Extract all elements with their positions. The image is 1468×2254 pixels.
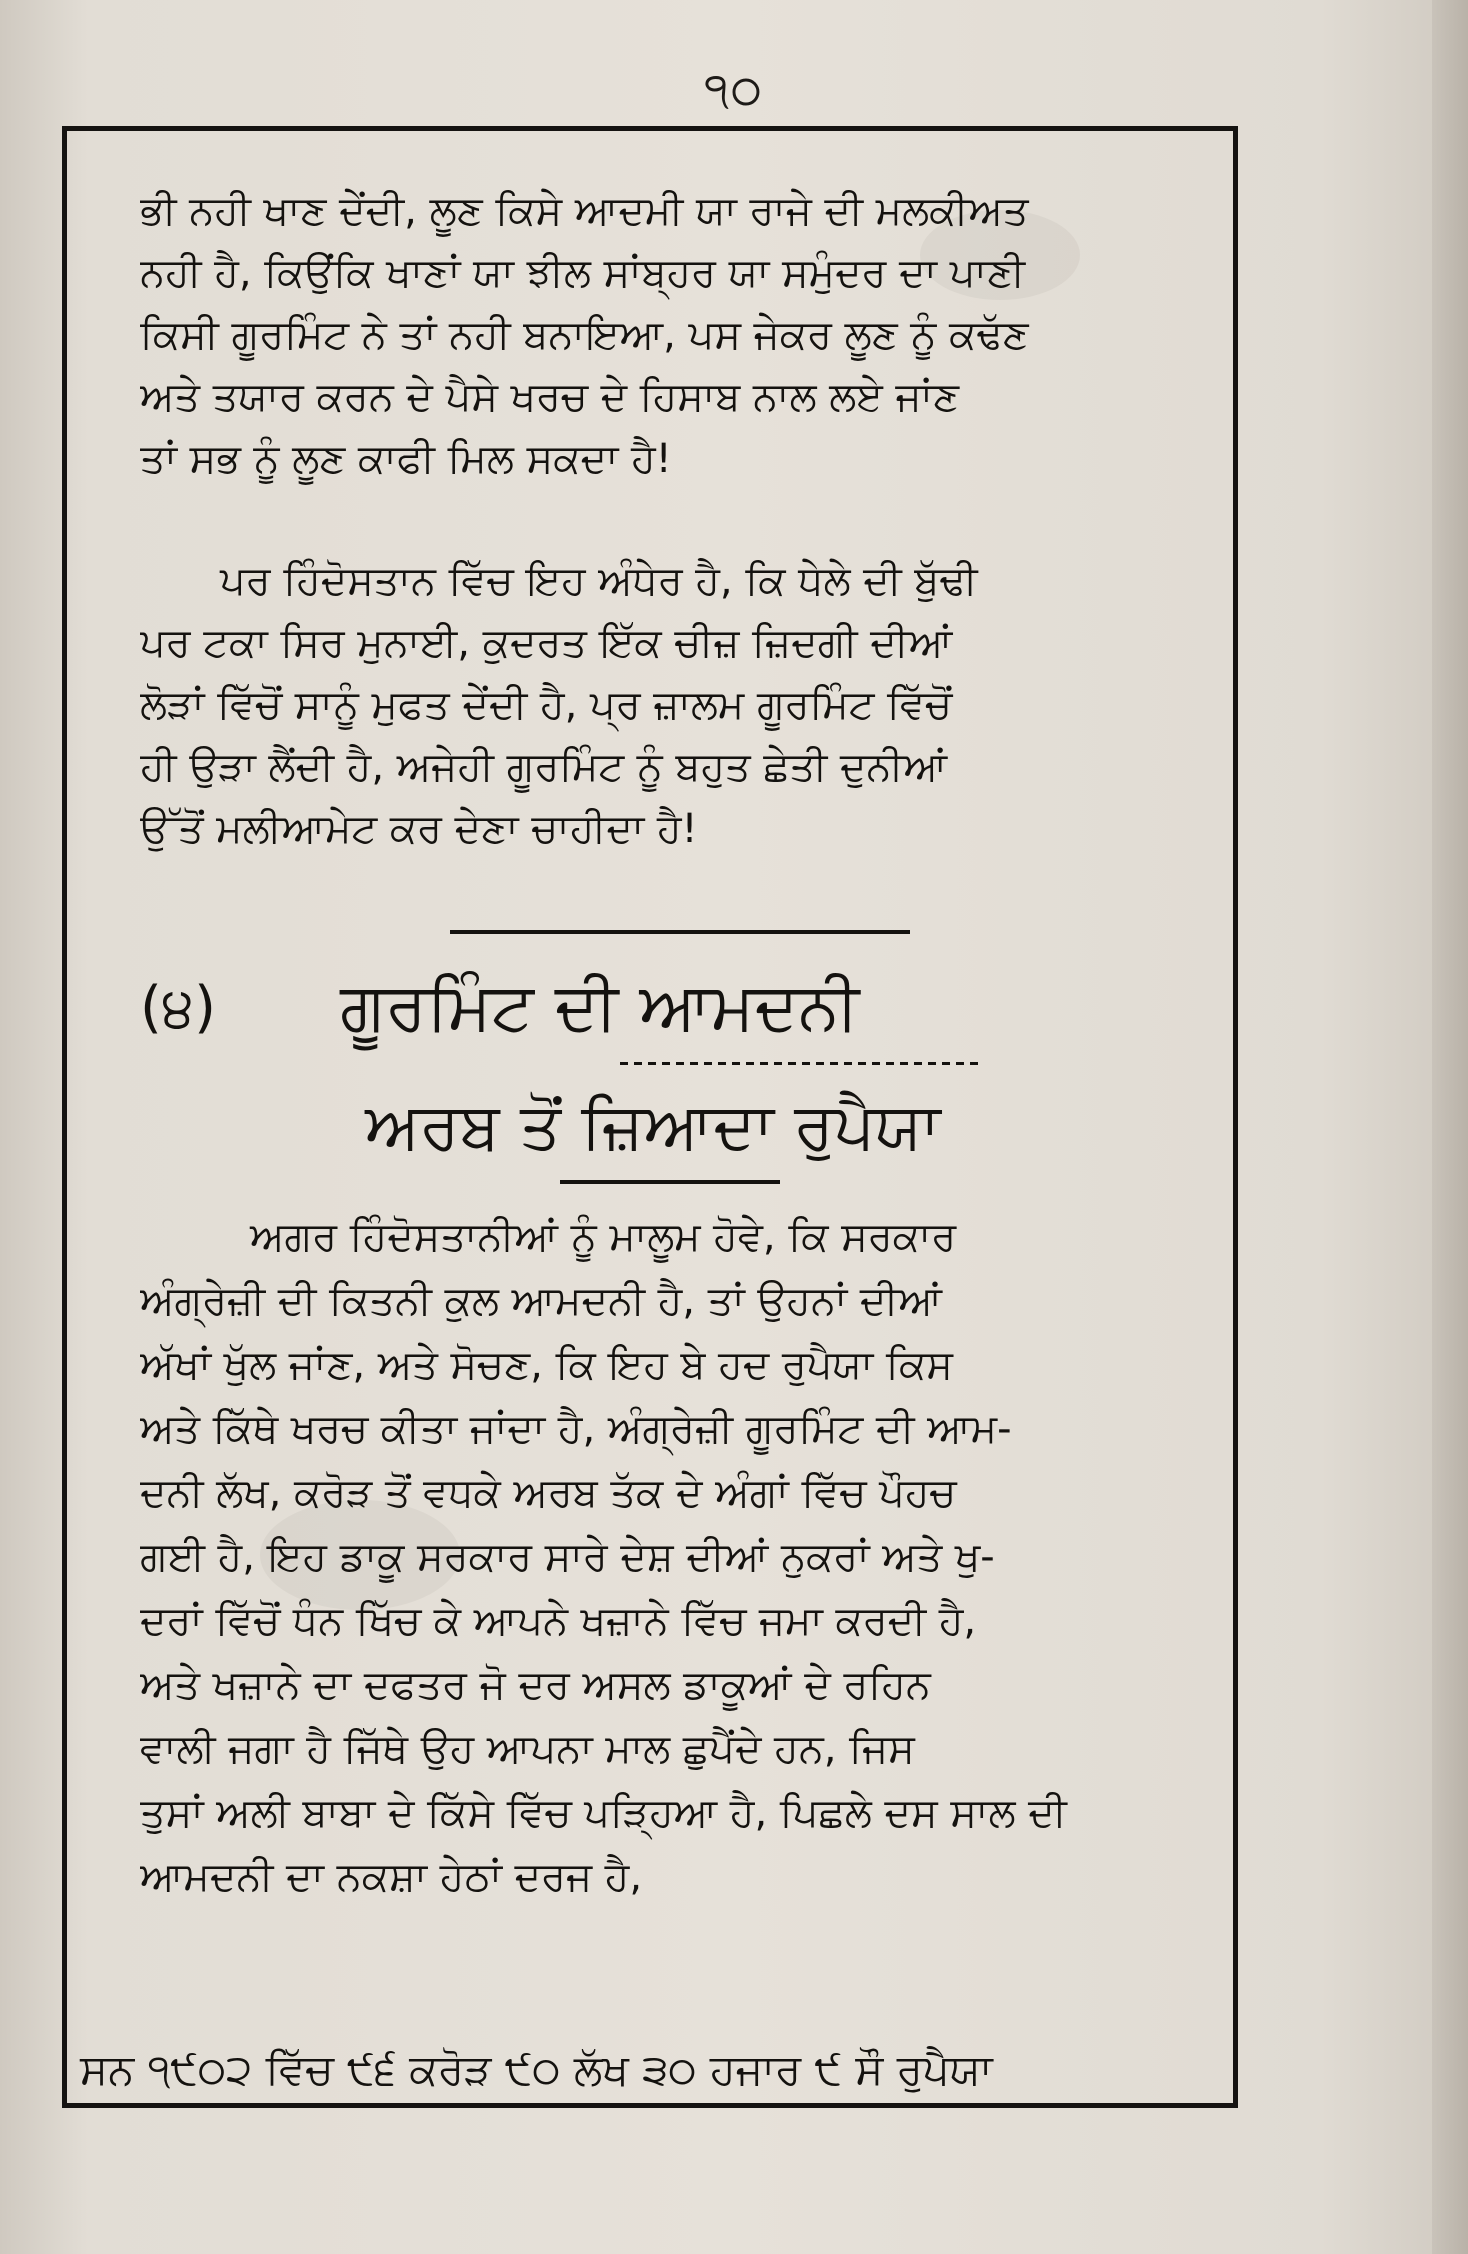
paragraph-line: ਆਮਦਨੀ ਦਾ ਨਕਸ਼ਾ ਹੇਠਾਂ ਦਰਜ ਹੈ, bbox=[140, 1854, 643, 1900]
paragraph-line: ਅਤੇ ਖਜ਼ਾਨੇ ਦਾ ਦਫਤਰ ਜੋ ਦਰ ਅਸਲ ਡਾਕੂਆਂ ਦੇ ਰਹਿਨ bbox=[140, 1662, 931, 1708]
paragraph-line: ਕਿਸੀ ਗੂਰਮਿੰਟ ਨੇ ਤਾਂ ਨਹੀ ਬਨਾਇਆ, ਪਸ ਜੇਕਰ ਲੂਣ ਨੂੰ ਕਢੱਣ bbox=[140, 312, 1029, 358]
paragraph-line: ਦਰਾਂ ਵਿੱਚੋਂ ਧੰਨ ਖਿੱਚ ਕੇ ਆਪਨੇ ਖਜ਼ਾਨੇ ਵਿੱਚ ਜਮਾ ਕਰਦੀ ਹੈ, bbox=[140, 1598, 977, 1644]
paragraph-line: ਦਨੀ ਲੱਖ, ਕਰੋੜ ਤੋਂ ਵਧਕੇ ਅਰਬ ਤੱਕ ਦੇ ਅੰਗਾਂ ਵਿੱਚ ਪੌਹਚ bbox=[140, 1470, 957, 1516]
paragraph-line: ਲੋੜਾਂ ਵਿੱਚੋਂ ਸਾਨੂੰ ਮੁਫਤ ਦੇਂਦੀ ਹੈ, ਪ੍ਰ ਜ਼ਾਲਮ ਗੂਰਮਿੰਟ ਵਿੱਚੋਂ bbox=[140, 682, 953, 728]
paragraph-line: ਤਾਂ ਸਭ ਨੂੰ ਲੂਣ ਕਾਫੀ ਮਿਲ ਸਕਦਾ ਹੈ! bbox=[140, 436, 672, 482]
section-title: ਗੂਰਮਿੰਟ ਦੀ ਆਮਦਨੀ bbox=[340, 968, 860, 1045]
paragraph-line: ਗਈ ਹੈ, ਇਹ ਡਾਕੂ ਸਰਕਾਰ ਸਾਰੇ ਦੇਸ਼ ਦੀਆਂ ਨੁਕਰਾਂ ਅਤੇ ਖੁ- bbox=[140, 1534, 995, 1580]
paragraph-line: ਅੱਖਾਂ ਖੁੱਲ ਜਾਂਣ, ਅਤੇ ਸੋਚਣ, ਕਿ ਇਹ ਬੇ ਹਦ ਰੁਪੈਯਾ ਕਿਸ bbox=[140, 1342, 953, 1388]
page-number: ੧੦ bbox=[704, 62, 764, 116]
paragraph-line: ਵਾਲੀ ਜਗਾ ਹੈ ਜਿੱਥੇ ਉਹ ਆਪਨਾ ਮਾਲ ਛੁਪੈਂਦੇ ਹਨ, ਜਿਸ bbox=[140, 1726, 915, 1772]
section-subtitle: ਅਰਬ ਤੋਂ ਜ਼ਿਆਦਾ ਰੁਪੈਯਾ bbox=[365, 1090, 941, 1164]
paragraph-1 bbox=[140, 180, 1290, 490]
section-divider-rule bbox=[450, 930, 910, 934]
paragraph-line: ਅੰਗ੍ਰੇਜ਼ੀ ਦੀ ਕਿਤਨੀ ਕੁਲ ਆਮਦਨੀ ਹੈ, ਤਾਂ ਉਹਨਾਂ ਦੀਆਂ bbox=[140, 1278, 943, 1324]
paragraph-line: ਅਤੇ ਤਯਾਰ ਕਰਨ ਦੇ ਪੈਸੇ ਖਰਚ ਦੇ ਹਿਸਾਬ ਨਾਲ ਲਏ ਜਾਂਣ bbox=[140, 374, 960, 420]
paragraph-line: ਅਤੇ ਕਿੱਥੇ ਖਰਚ ਕੀਤਾ ਜਾਂਦਾ ਹੈ, ਅੰਗ੍ਰੇਜ਼ੀ ਗੂਰਮਿੰਟ ਦੀ ਆਮ- bbox=[140, 1406, 1012, 1452]
dotted-rule bbox=[620, 1062, 980, 1065]
paragraph-3 bbox=[140, 1205, 1290, 1909]
section-number: (੪) bbox=[140, 975, 216, 1040]
page-gutter-shadow bbox=[1432, 0, 1468, 2254]
paragraph-line: ਅਗਰ ਹਿੰਦੋਸਤਾਨੀਆਂ ਨੂੰ ਮਾਲੂਮ ਹੋਵੇ, ਕਿ ਸਰਕਾਰ bbox=[250, 1214, 957, 1260]
paragraph-line: ਤੁਸਾਂ ਅਲੀ ਬਾਬਾ ਦੇ ਕਿੱਸੇ ਵਿੱਚ ਪੜ੍ਹਿਆ ਹੈ, ਪਿਛਲੇ ਦਸ ਸਾਲ ਦੀ bbox=[140, 1790, 1067, 1836]
paragraph-line: ਹੀ ਉੜਾ ਲੈਂਦੀ ਹੈ, ਅਜੇਹੀ ਗੂਰਮਿੰਟ ਨੂੰ ਬਹੁਤ ਛੇਤੀ ਦੁਨੀਆਂ bbox=[140, 744, 948, 790]
paragraph-line: ਨਹੀ ਹੈ, ਕਿਉਂਕਿ ਖਾਣਾਂ ਯਾ ਝੀਲ ਸਾਂਬ੍ਹਰ ਯਾ ਸਮੁੰਦਰ ਦਾ ਪਾਣੀ bbox=[140, 250, 1026, 296]
paragraph-2 bbox=[140, 550, 1290, 860]
subtitle-underline bbox=[560, 1180, 780, 1184]
paragraph-line: ਉੱਤੋਂ ਮਲੀਆਮੇਟ ਕਰ ਦੇਣਾ ਚਾਹੀਦਾ ਹੈ! bbox=[140, 806, 698, 852]
income-table-first-row: ਸਨ ੧੯੦੨ ਵਿੱਚ ੯੬ ਕਰੋੜ ੯੦ ਲੱਖ ੩੦ ਹਜਾਰ ੯ ਸੌ ਰੁਪੈਯਾ bbox=[80, 2045, 993, 2094]
paragraph-line: ਪਰ ਹਿੰਦੋਸਤਾਨ ਵਿੱਚ ਇਹ ਅੰਧੇਰ ਹੈ, ਕਿ ਧੇਲੇ ਦੀ ਬੁੱਢੀ bbox=[220, 558, 978, 604]
paragraph-line: ਪਰ ਟਕਾ ਸਿਰ ਮੁਨਾਈ, ਕੁਦਰਤ ਇੱਕ ਚੀਜ਼ ਜ਼ਿਦਗੀ ਦੀਆਂ bbox=[140, 620, 953, 666]
paragraph-line: ਭੀ ਨਹੀ ਖਾਣ ਦੇਂਦੀ, ਲੂਣ ਕਿਸੇ ਆਦਮੀ ਯਾ ਰਾਜੇ ਦੀ ਮਲਕੀਅਤ bbox=[140, 188, 1029, 234]
